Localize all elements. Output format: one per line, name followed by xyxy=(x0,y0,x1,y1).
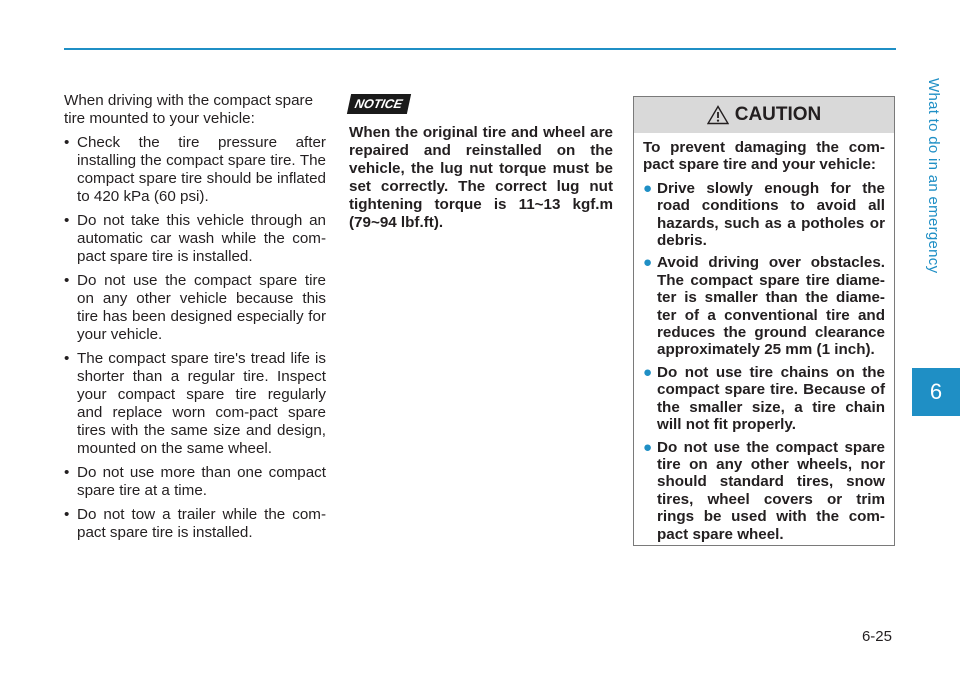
list-item: • Check the tire pressure after installing the compact spare tire. The compact spare tire should be inflated to 420 kPa (60 psi). xyxy=(64,134,326,206)
list-item: • Do not take this vehicle through an automatic car wash while the com-pact spare tire is installed. xyxy=(64,212,326,266)
list-item: • Do not tow a trailer while the com-pact spare tire is installed. xyxy=(64,506,326,542)
caution-title: CAUTION xyxy=(734,104,822,125)
notice-badge: NOTICE xyxy=(347,94,411,114)
left-column xyxy=(64,92,326,548)
caution-body xyxy=(634,133,894,543)
caution-header xyxy=(634,97,894,133)
notice-text: When the original tire and wheel are repaired and reinstalled on the vehicle, the lug nut torque must be set correctly. The correct lug nut tightening torque is 11~13 kgf.m (79~94 lbf.ft). xyxy=(349,124,613,231)
list-item: ● Do not use the compact spare tire on any other wheels, nor should standard tires, snow tires, wheel covers or trim rings be used with the com-pact spare wheel. xyxy=(643,438,885,543)
bullet-dot-icon: ● xyxy=(643,438,653,456)
list-item: ● Do not use tire chains on the compact spare tire. Because of the smaller size, a tire chain will not fit properly. xyxy=(643,363,885,434)
list-item: • Do not use the compact spare tire on any other vehicle because this tire has been designed especially for your vehicle. xyxy=(64,272,326,344)
caution-intro: To prevent damaging the com-pact spare tire and your vehicle: xyxy=(643,139,885,174)
warning-triangle-icon xyxy=(707,105,729,125)
list-item: • Do not use more than one compact spare tire at a time. xyxy=(64,464,326,500)
notice-section xyxy=(349,94,613,232)
list-item: ● Drive slowly enough for the road conditions to avoid all hazards, such as a potholes or debris. xyxy=(643,179,885,250)
chapter-tab[interactable]: 6 xyxy=(912,368,960,416)
page-number: 6-25 xyxy=(861,628,892,645)
tip-list xyxy=(64,134,326,542)
caution-box xyxy=(633,96,895,546)
caution-list xyxy=(643,180,885,543)
header-rule xyxy=(64,48,896,50)
intro-text: When driving with the compact spare tire mounted to your vehicle: xyxy=(64,92,314,127)
bullet-dot-icon: ● xyxy=(643,179,653,197)
chapter-side-title: What to do in an emergency xyxy=(925,78,942,274)
bullet-dot-icon: ● xyxy=(643,254,653,272)
bullet-dot-icon: ● xyxy=(643,363,653,381)
list-item: ● Avoid driving over obstacles. The compact spare tire diame-ter is smaller than the diame-ter of a conventional tire and reduces the ground clearance approximately 25 mm (1 inch). xyxy=(643,254,885,359)
list-item: • The compact spare tire's tread life is shorter than a regular tire. Inspect your compact spare tire regularly and replace worn com-pact spare tires with the same size and design, mounted on the same wheel. xyxy=(64,350,326,458)
